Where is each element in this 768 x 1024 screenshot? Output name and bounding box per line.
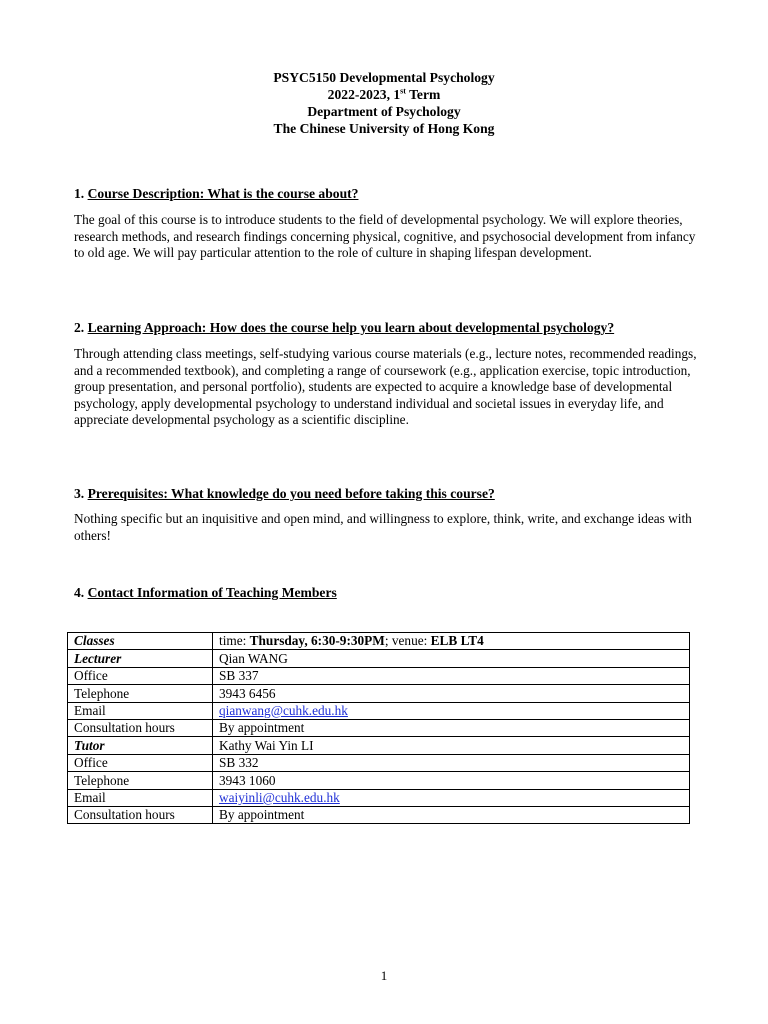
document-header [0,69,768,137]
university-name: The Chinese University of Hong Kong [273,121,495,136]
table-row [68,685,690,702]
lecturer-office: SB 337 [213,667,690,684]
table-row [68,702,690,719]
tutor-email-link[interactable]: waiyinli@cuhk.edu.hk [219,789,340,805]
page-number: 1 [380,968,388,983]
section-number: 1. [74,186,88,201]
tutor-telephone-label: Telephone [68,772,213,789]
lecturer-hours: By appointment [213,719,690,736]
table-row [68,806,690,823]
section-title: Contact Information of Teaching Members [87,585,337,600]
class-time: Thursday, 6:30-9:30PM [249,633,385,649]
lecturer-office-label: Office [68,667,213,684]
tutor-label: Tutor [68,737,213,754]
section-body-prerequisites: Nothing specific but an inquisitive and open mind, and willingness to explore, think, write, and exchange ideas with others! [74,511,692,543]
table-row [68,754,690,771]
course-title: PSYC5150 Developmental Psychology [273,70,495,85]
lecturer-telephone: 3943 6456 [213,685,690,702]
lecturer-name: Qian WANG [213,650,690,667]
term-word: Term [405,87,441,102]
tutor-office: SB 332 [213,754,690,771]
tutor-hours-label: Consultation hours [68,806,213,823]
tutor-name: Kathy Wai Yin LI [213,737,690,754]
tutor-email-label: Email [68,789,213,806]
lecturer-email-cell [213,702,690,719]
section-title: Learning Approach: How does the course help you learn about developmental psychology? [87,320,615,335]
tutor-email-cell [213,789,690,806]
classes-value [213,633,690,650]
section-number: 4. [74,585,88,600]
term-ordinal: st [400,86,406,96]
classes-label: Classes [68,633,213,650]
table-row [68,667,690,684]
lecturer-email-label: Email [68,702,213,719]
term-year: 2022-2023, 1 [327,87,401,102]
section-body-approach: Through attending class meetings, self-studying various course materials (e.g., lecture notes, recommended readings, and a recommended textbook), and completing a range of coursework (e.g., application exercise, topic introduction, group presentation, and personal portfolio), students are expected to acquire a knowledge base of developmental psychology, apply developmental psychology to understand individual and societal issues in everyday life, and appreciate developmental psychology as a scientific discipline. [74,346,697,427]
tutor-telephone: 3943 1060 [213,772,690,789]
section-heading-contact [74,585,337,602]
table-row [68,719,690,736]
department-name: Department of Psychology [307,104,461,119]
section-title: Prerequisites: What knowledge do you need before taking this course? [87,486,495,501]
tutor-office-label: Office [68,754,213,771]
table-row [68,772,690,789]
term-line [0,86,768,103]
lecturer-telephone-label: Telephone [68,685,213,702]
lecturer-label: Lecturer [68,650,213,667]
section-heading-description [74,186,358,203]
section-heading-prerequisites [74,486,495,503]
class-venue: ELB LT4 [430,633,484,649]
contact-table [67,632,690,824]
section-title: Course Description: What is the course about? [87,186,359,201]
table-row [68,650,690,667]
section-number: 2. [74,320,88,335]
table-row [68,789,690,806]
table-row [68,737,690,754]
section-number: 3. [74,486,88,501]
tutor-hours: By appointment [213,806,690,823]
lecturer-email-link[interactable]: qianwang@cuhk.edu.hk [219,702,348,718]
section-body-description: The goal of this course is to introduce students to the field of developmental psychology. We will explore theories, research methods, and research findings concerning physical, cognitive, and psychosocial development from infancy to old age. We will pay particular attention to the role of culture in shaping lifespan development. [74,212,696,260]
lecturer-hours-label: Consultation hours [68,719,213,736]
venue-prefix: ; venue: [384,633,431,649]
time-prefix: time: [219,633,250,649]
section-heading-approach [74,320,614,337]
table-row [68,633,690,650]
